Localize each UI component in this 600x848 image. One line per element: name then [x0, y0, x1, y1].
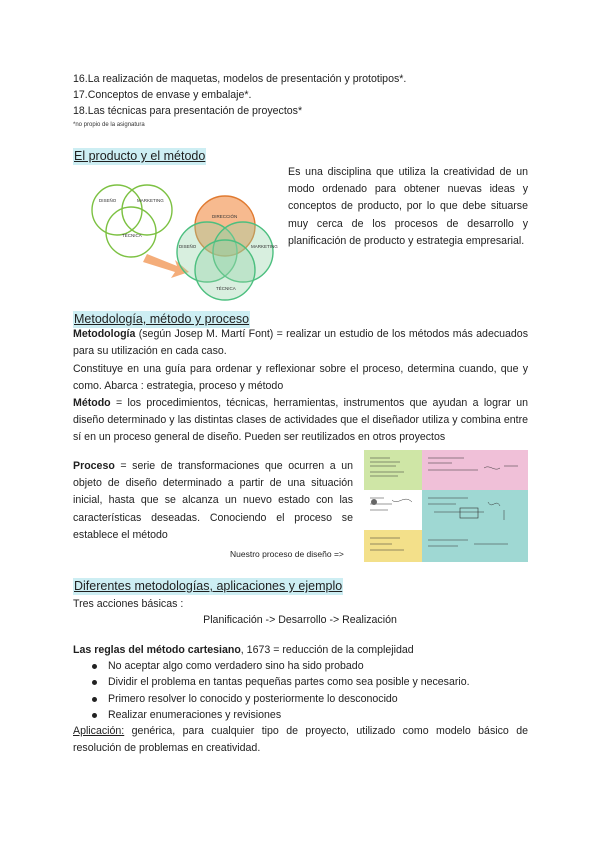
- list-item: 17.Conceptos de envase y embalaje*.: [73, 89, 252, 101]
- venn-right-circle-tecnica: [195, 240, 255, 300]
- board-zone-teal: [422, 490, 528, 530]
- venn-label: MARKETING: [251, 244, 278, 249]
- venn-left-circle-diseno: [92, 185, 142, 235]
- metodologia-paragraph-2: Constituye en una guía para ordenar y reflexionar sobre el proceso, determina cuando, que y como. Abarca : estrategia, proceso y método: [73, 363, 528, 393]
- metodo-paragraph: Método = los procedimientos, técnicas, herramientas, instrumentos que ayudan a lograr un diseño determinado y las distintas clases de actividades que el diseñador utiliza y combina entre sí en un proceso general de diseño. Pueden ser reutilizados en otros proyectos: [73, 397, 528, 444]
- rules-line: Las reglas del método cartesiano, 1673 = reducción de la complejidad: [73, 644, 414, 656]
- venn-label: DISEÑO: [179, 244, 197, 249]
- process-caption: Nuestro proceso de diseño =>: [230, 549, 344, 559]
- list-item: No aceptar algo como verdadero sino ha sido probado: [92, 658, 532, 674]
- venn-left-circle-tecnica: [106, 207, 156, 257]
- aplicacion-paragraph: Aplicación: genérica, para cualquier tipo de proyecto, utilizado como modelo básico de resolución de problemas en creatividad.: [73, 725, 528, 755]
- term-proceso: Proceso: [73, 460, 115, 472]
- section-heading-metodologia: Metodología, método y proceso: [74, 312, 250, 326]
- term-metodologia: Metodología: [73, 328, 136, 340]
- section-heading-producto: El producto y el método: [74, 149, 206, 163]
- list-item: 16.La realización de maquetas, modelos de presentación y prototipos*.: [73, 73, 407, 85]
- rules-list: [92, 658, 532, 724]
- venn-diagram: [85, 174, 285, 304]
- board-zone-yellow: [364, 530, 422, 562]
- venn-label: TÉCNICA: [216, 286, 236, 291]
- list-item: Realizar enumeraciones y revisiones: [92, 707, 532, 723]
- footnote: *no propio de la asignatura: [73, 122, 145, 128]
- intro-text: Tres acciones básicas :: [73, 598, 184, 610]
- venn-label: MARKETING: [137, 198, 164, 203]
- venn-label: TÉCNICA: [122, 233, 142, 238]
- section1-paragraph: Es una disciplina que utiliza la creatividad de un modo ordenado para obtener nuevas ideas y conceptos de producto, por lo que debe situarse muy cerca de los procesos de desarrollo y planificación de producto y estrategia empresarial.: [288, 166, 528, 247]
- proceso-paragraph: Proceso = serie de transformaciones que ocurren a un objeto de diseño determinado a partir de una situación inicial, hasta que se alcanza un nuevo estado con las características deseadas. Conociendo el proceso se establece el método: [73, 460, 353, 541]
- list-item: Dividir el problema en tantas pequeñas partes como sea posible y necesario.: [92, 674, 532, 690]
- section-heading-metodologias: Diferentes metodologías, aplicaciones y ejemplo: [74, 579, 343, 593]
- term-metodo: Método: [73, 397, 111, 409]
- metodologia-paragraph: Metodología (según Josep M. Martí Font) = realizar un estudio de los métodos más adecuados para su utilización en cada caso.: [73, 328, 528, 358]
- list-item: 18.Las técnicas para presentación de proyectos*: [73, 105, 303, 117]
- term-aplicacion: Aplicación:: [73, 725, 125, 737]
- venn-label: DISEÑO: [99, 198, 117, 203]
- list-item: Primero resolver lo conocido y posteriormente lo desconocido: [92, 691, 532, 707]
- venn-left-circle-marketing: [122, 185, 172, 235]
- term-reglas: Las reglas del método cartesiano: [73, 644, 241, 656]
- venn-label: DIRECCIÓN: [212, 214, 238, 219]
- process-board-image: [364, 450, 528, 562]
- board-zone-green: [364, 450, 422, 490]
- flow-text: Planificación -> Desarrollo -> Realización: [203, 614, 397, 626]
